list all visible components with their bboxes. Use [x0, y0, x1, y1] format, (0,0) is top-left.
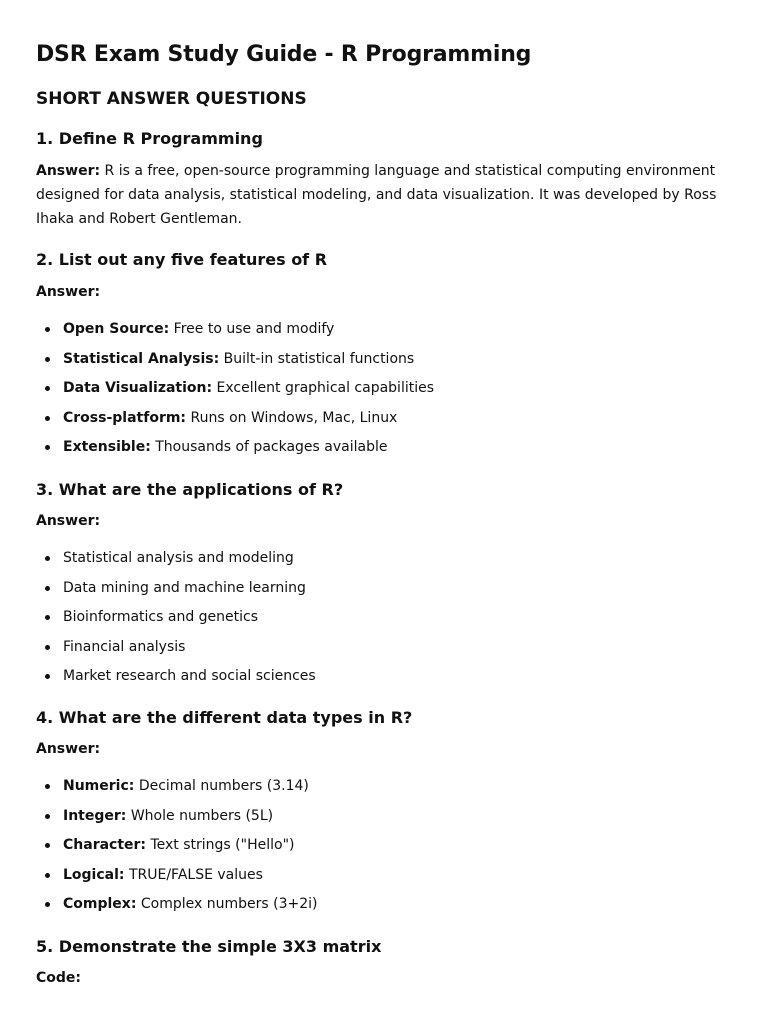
- section-title: SHORT ANSWER QUESTIONS: [36, 89, 307, 109]
- list-item-term: Open Source:: [63, 321, 170, 337]
- features-list: [36, 319, 434, 467]
- question-4-heading: 4. What are the different data types in R?: [36, 708, 413, 727]
- question-5-heading: 5. Demonstrate the simple 3X3 matrix: [36, 937, 382, 956]
- list-item: [36, 835, 318, 865]
- applications-list: [36, 548, 316, 696]
- list-item: [36, 349, 434, 379]
- list-item-text: Decimal numbers (3.14): [134, 778, 309, 794]
- list-item: [36, 776, 318, 806]
- list-item-text: Runs on Windows, Mac, Linux: [186, 409, 398, 426]
- answer-1-text: R is a free, open-source programming language and statistical computing environment designed for data analysis, statistical modeling, and data visualization. It was developed by Ross Ihaka and Robert Gentleman.: [36, 163, 717, 227]
- answer-4-label: Answer:: [36, 741, 101, 757]
- list-item-text: Thousands of packages available: [150, 439, 388, 455]
- list-item: Bioinformatics and genetics: [36, 607, 316, 637]
- list-item-text: TRUE/FALSE values: [124, 866, 263, 883]
- code-label: Code:: [36, 970, 82, 986]
- list-item-term: Integer:: [63, 807, 127, 824]
- list-item: Statistical analysis and modeling: [36, 548, 316, 578]
- list-item: [36, 806, 318, 836]
- list-item: [36, 865, 318, 895]
- list-item-term: Statistical Analysis:: [63, 350, 220, 367]
- list-item: [36, 894, 318, 924]
- answer-3-label: Answer:: [36, 513, 101, 529]
- list-item-text: Text strings ("Hello"): [146, 837, 295, 853]
- list-item-text: Free to use and modify: [169, 321, 335, 337]
- list-item-text: Built-in statistical functions: [219, 350, 415, 367]
- list-item: [36, 437, 434, 467]
- document-title: DSR Exam Study Guide - R Programming: [36, 42, 532, 67]
- list-item-term: Complex:: [63, 896, 137, 912]
- answer-2-label: Answer:: [36, 284, 101, 300]
- list-item: [36, 378, 434, 408]
- question-2-heading: 2. List out any five features of R: [36, 250, 328, 269]
- list-item-term: Numeric:: [63, 778, 135, 794]
- answer-1-paragraph: [36, 159, 726, 231]
- data-types-list: [36, 776, 318, 924]
- list-item: [36, 319, 434, 349]
- list-item: Financial analysis: [36, 637, 316, 667]
- question-3-heading: 3. What are the applications of R?: [36, 480, 344, 499]
- list-item-term: Character:: [63, 837, 147, 853]
- list-item-term: Logical:: [63, 866, 125, 883]
- answer-1-label: Answer:: [36, 163, 101, 179]
- list-item-text: Whole numbers (5L): [126, 807, 274, 824]
- list-item-text: Complex numbers (3+2i): [136, 896, 318, 912]
- list-item-term: Extensible:: [63, 439, 151, 455]
- list-item: [36, 408, 434, 438]
- list-item: Data mining and machine learning: [36, 578, 316, 608]
- list-item-text: Excellent graphical capabilities: [212, 380, 435, 396]
- question-1-heading: 1. Define R Programming: [36, 129, 263, 148]
- list-item: Market research and social sciences: [36, 666, 316, 696]
- list-item-term: Data Visualization:: [63, 380, 213, 396]
- list-item-term: Cross-platform:: [63, 409, 187, 426]
